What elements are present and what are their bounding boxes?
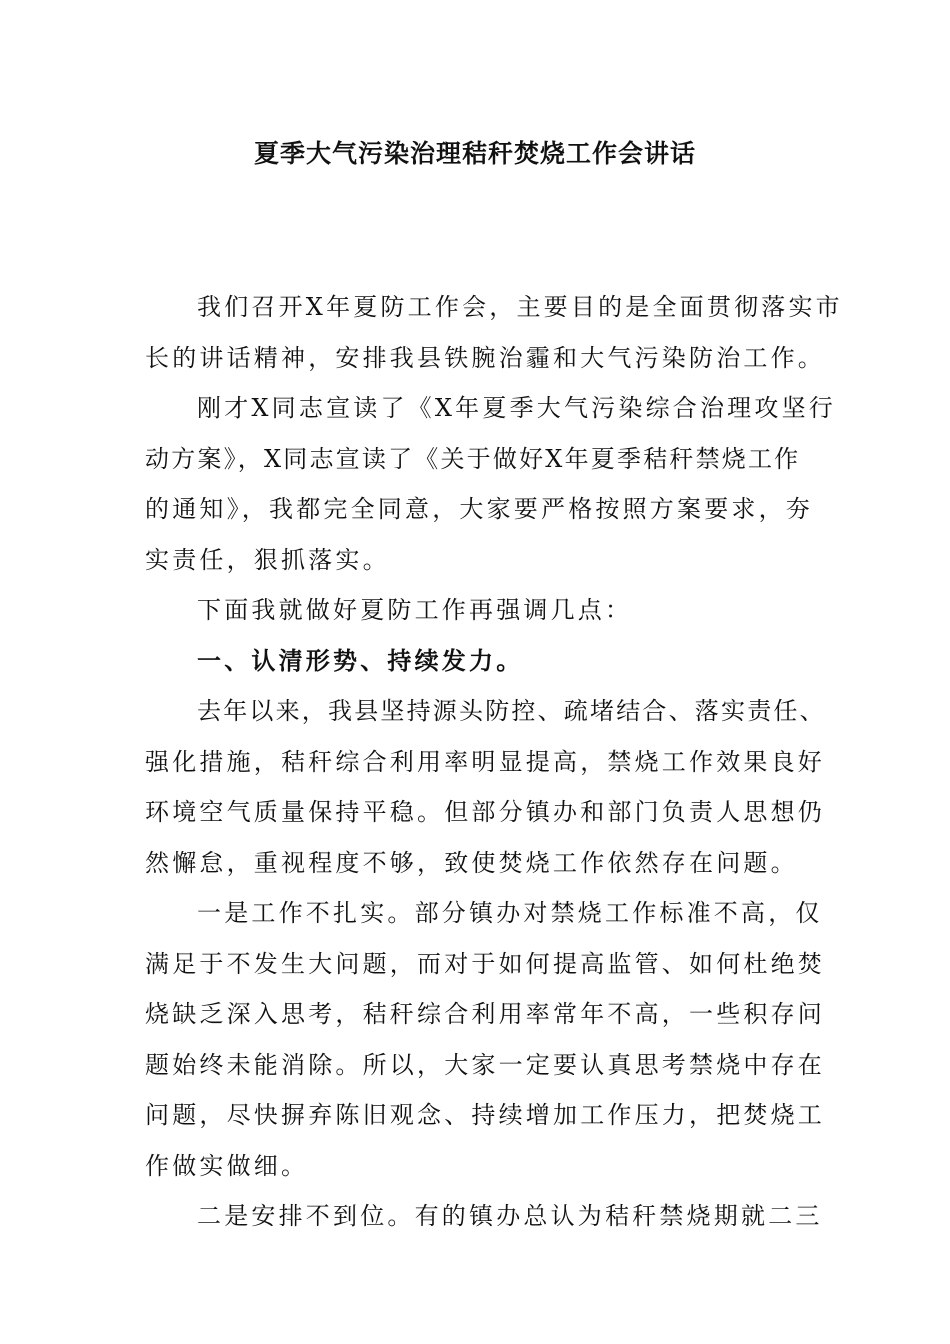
section-heading: 一、认清形势、持续发力。 [197,646,524,675]
paragraph-line: 满足于不发生大问题，而对于如何提高监管、如何杜绝焚 [145,949,825,978]
paragraph-line: 的通知》，我都完全同意，大家要严格按照方案要求，夯 [145,495,813,523]
paragraph-line: 实责任，狠抓落实。 [145,545,390,574]
document-body [145,282,843,1242]
paragraph-line: 强化措施，秸秆综合利用率明显提高，禁烧工作效果良好 [145,747,825,776]
paragraph-line: 然懈怠，重视程度不够，致使焚烧工作依然存在问题。 [145,848,798,877]
paragraph-line: 一是工作不扎实。部分镇办对禁烧工作标准不高，仅 [197,899,823,927]
paragraph-line: 题始终未能消除。所以，大家一定要认真思考禁烧中存在 [145,1050,825,1079]
paragraph-line: 下面我就做好夏防工作再强调几点： [197,596,633,624]
paragraph-line: 刚才X同志宣读了《X年夏季大气污染综合治理攻坚行 [197,394,836,422]
paragraph-line: 环境空气质量保持平稳。但部分镇办和部门负责人思想仍 [145,798,825,826]
paragraph-line: 去年以来，我县坚持源头防控、疏堵结合、落实责任、 [197,697,826,725]
paragraph-line: 我们召开X年夏防工作会，主要目的是全面贯彻落实市 [197,293,843,321]
paragraph-line: 作做实做细。 [145,1151,309,1180]
paragraph-line: 长的讲话精神，安排我县铁腕治霾和大气污染防治工作。 [145,343,825,372]
paragraph-line: 烧缺乏深入思考，秸秆综合利用率常年不高，一些积存问 [145,1000,825,1028]
paragraph-line: 问题，尽快摒弃陈旧观念、持续增加工作压力，把焚烧工 [145,1101,825,1129]
paragraph-line: 二是安排不到位。有的镇办总认为秸秆禁烧期就二三 [197,1202,823,1230]
document-title: 夏季大气污染治理秸秆焚烧工作会讲话 [253,139,696,168]
paragraph-line: 动方案》，X同志宣读了《关于做好X年夏季秸秆禁烧工作 [145,444,801,473]
